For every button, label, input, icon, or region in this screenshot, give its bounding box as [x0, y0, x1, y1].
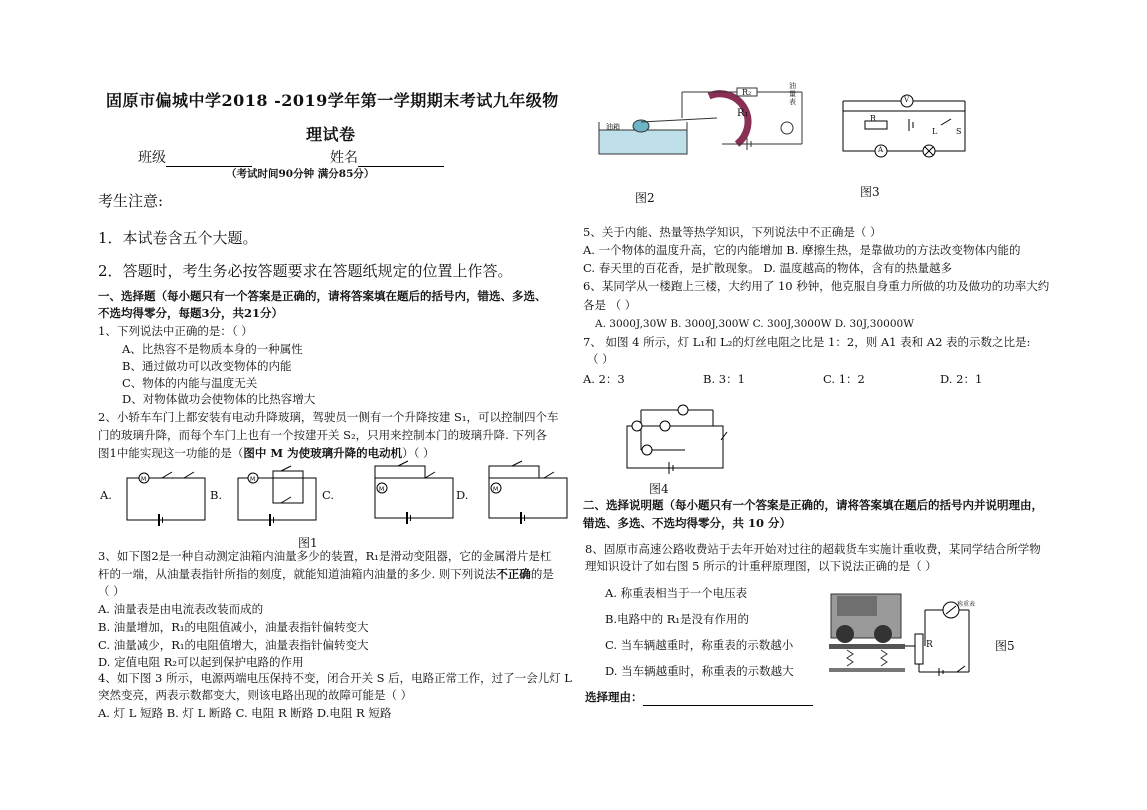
q3-option-a: A. 油量表是由电流表改装而成的: [98, 602, 264, 616]
exam-title-line1: 固原市偏城中学2018 -2019学年第一学期期末考试九年级物: [106, 91, 559, 110]
fig4-circuit-diagram: [625, 404, 729, 474]
q8-reason-field: [585, 689, 813, 706]
q8-line1: 8、固原市高速公路收费站于去年开始对过往的超载货车实施计重收费，某同学结合所学物: [585, 542, 1041, 556]
fig3-v-label: V: [904, 96, 910, 104]
fig1-caption: 图1: [298, 536, 318, 550]
fig3-r-label: R: [870, 114, 877, 123]
time-note: （考试时间90分钟 满分85分）: [226, 168, 375, 180]
q2-option-b-label: B.: [210, 488, 223, 502]
q8-option-a: A. 称重表相当于一个电压表: [605, 586, 748, 600]
section2-heading-line1: 二、选择说明题（每小题只有一个答案是正确的，请将答案填在题后的括号内并说明理由，: [583, 498, 1043, 512]
fig2-oil-gauge-diagram: [597, 82, 807, 160]
q5-stem: 5、关于内能、热量等热学知识，下列说法中不正确是（ ）: [583, 225, 882, 239]
section1-heading-line1: 一、选择题（每小题只有一个答案是正确的，请将答案填在题后的括号内，错选、多选、: [98, 289, 547, 303]
q8-option-b: B.电路中的 R₁是没有作用的: [605, 612, 750, 626]
q5-options-cd: C. 春天里的百花香，是扩散现象。 D. 温度越高的物体，含有的热量越多: [583, 261, 952, 275]
fig3-s-label: S: [956, 127, 962, 136]
q1-option-b: B、通过做功可以改变物体的内能: [122, 359, 292, 373]
fig4-caption: 图4: [649, 482, 669, 496]
q6-line1: 6、某同学从一楼跑上三楼，大约用了 10 秒钟，他克服自身重力所做的功及做功的功率大约: [583, 279, 1050, 293]
q6-options: A. 3000J,30W B. 3000J,300W C. 300J,3000W D. 30J,30000W: [595, 318, 914, 330]
q7-option-d: D. 2：1: [940, 372, 983, 386]
q7-option-b: B. 3：1: [703, 372, 745, 386]
q8-reason-blank[interactable]: [643, 692, 813, 706]
q7-option-a: A. 2：3: [583, 372, 625, 386]
fig5-caption: 图5: [995, 639, 1015, 653]
q8-reason-label: 选择理由：: [585, 690, 643, 704]
q3-line3: （ ）: [98, 584, 125, 598]
q3-line2-bold: 不正确: [496, 567, 531, 581]
q3-option-d: D. 定值电阻 R₂可以起到保护电路的作用: [98, 655, 304, 669]
q1-option-a: A、比热容不是物质本身的一种属性: [122, 342, 303, 356]
section1-heading-line2: 不选均得零分，每题3分，共21分）: [98, 306, 284, 320]
q2-option-c-label: C.: [322, 488, 335, 502]
svg-text:M: M: [493, 486, 499, 493]
fig1-circuit-c: [370, 462, 460, 526]
q8-line2: 理知识设计了如右图 5 所示的计重秤原理图，以下说法正确的是（ ）: [585, 559, 937, 573]
q2-line3: [98, 445, 434, 462]
fig2-r2-label: R₂: [742, 88, 752, 97]
q3-line2-pre: 杆的一端，从油量表指针所指的刻度，就能知道油箱内油量的多少. 则下列说法: [98, 567, 497, 581]
class-blank[interactable]: [166, 153, 252, 167]
fig3-caption: 图3: [860, 185, 880, 199]
q4-line1: 4、如下图 3 所示，电源两端电压保持不变，闭合开关 S 后，电路正常工作，过了一会儿灯 L: [98, 671, 572, 685]
fig2-gauge-label: 油量表: [789, 82, 796, 106]
q5-options-ab: A. 一个物体的温度升高，它的内能增加 B. 摩擦生热，是靠做功的方法改变物体内能的: [583, 243, 1021, 257]
q4-options: A. 灯 L 短路 B. 灯 L 断路 C. 电阻 R 断路 D.电阻 R 短路: [98, 706, 392, 720]
notice-item-1: 1．本试卷含五个大题。: [98, 229, 258, 247]
q7-line1: 7、 如图 4 所示，灯 L₁和 L₂的灯丝电阻之比是 1：2，则 A1 表和 A2 表的示数之比是:: [583, 335, 1031, 349]
q3-line2: [98, 566, 554, 583]
fig5-meter-label: 称重表: [957, 601, 976, 608]
q3-option-b: B. 油量增加，R₁的电阻值减小，油量表指针偏转变大: [98, 620, 369, 634]
q7-option-c: C. 1：2: [823, 372, 865, 386]
section2-heading-line2: 错选、多选、不选均得零分，共 10 分）: [583, 516, 792, 530]
svg-text:油箱: 油箱: [606, 123, 620, 131]
q7-line2: （ ）: [587, 352, 614, 366]
notice-title: 考生注意:: [98, 192, 164, 210]
name-label: 姓名: [330, 150, 358, 166]
q2-line3-pre: 图1中能实现这一功能的是（: [98, 446, 244, 460]
svg-text:M: M: [141, 476, 147, 483]
q3-option-c: C. 油量减少，R₁的电阻值增大，油量表指针偏转变大: [98, 638, 369, 652]
name-field: [330, 147, 444, 167]
name-blank[interactable]: [358, 153, 444, 167]
svg-text:M: M: [379, 486, 385, 493]
q3-line1: 3、如下图2是一种自动测定油箱内油量多少的装置，R₁是滑动变阻器，它的金属滑片是杠: [98, 549, 552, 563]
q2-line2: 门的玻璃升降，而每个车门上也有一个按建开关 S₂，只用来控制本门的玻璃升降. 下列各: [98, 428, 547, 442]
fig1-circuit-a: [122, 466, 212, 526]
fig2-r1-label: R₁: [737, 108, 749, 119]
fig3-l-label: L: [932, 127, 938, 136]
q4-line2: 突然变亮，两表示数都变大，则该电路出现的故障可能是（ ）: [98, 688, 413, 702]
q8-option-d: D. 当车辆越重时，称重表的示数越大: [605, 664, 794, 678]
q1-option-c: C、物体的内能与温度无关: [122, 376, 258, 390]
q8-option-c: C. 当车辆越重时，称重表的示数越小: [605, 638, 794, 652]
svg-text:M: M: [250, 476, 256, 483]
class-field: [138, 147, 252, 167]
q1-option-d: D、对物体做功会使物体的比热容增大: [122, 392, 316, 406]
fig3-a-label: A: [878, 146, 884, 154]
fig3-circuit-diagram: [841, 99, 971, 157]
q3-line2-post: 的是: [530, 567, 554, 581]
exam-title-line2: 理试卷: [306, 125, 356, 144]
fig5-r-label: R: [926, 640, 933, 650]
q2-line1: 2、小轿车车门上都安装有电动升降玻璃，驾驶员一侧有一个升降按建 S₁，可以控制四个车: [98, 410, 559, 424]
q1-stem: 1、下列说法中正确的是：（ ）: [98, 324, 253, 338]
notice-item-2: 2．答题时，考生务必按答题要求在答题纸规定的位置上作答。: [98, 262, 513, 280]
fig1-circuit-b: [233, 466, 323, 526]
q6-line2: 各是 （ ）: [583, 298, 637, 312]
fig2-caption: 图2: [635, 191, 655, 205]
q2-line3-bold: 图中 M 为使玻璃升降的电动机: [243, 446, 403, 460]
q2-line3-post: ）（ ）: [402, 446, 435, 460]
q2-option-a-label: A.: [100, 488, 112, 502]
fig1-circuit-d: [484, 462, 574, 526]
q2-option-d-label: D.: [456, 488, 469, 502]
class-label: 班级: [138, 150, 166, 166]
